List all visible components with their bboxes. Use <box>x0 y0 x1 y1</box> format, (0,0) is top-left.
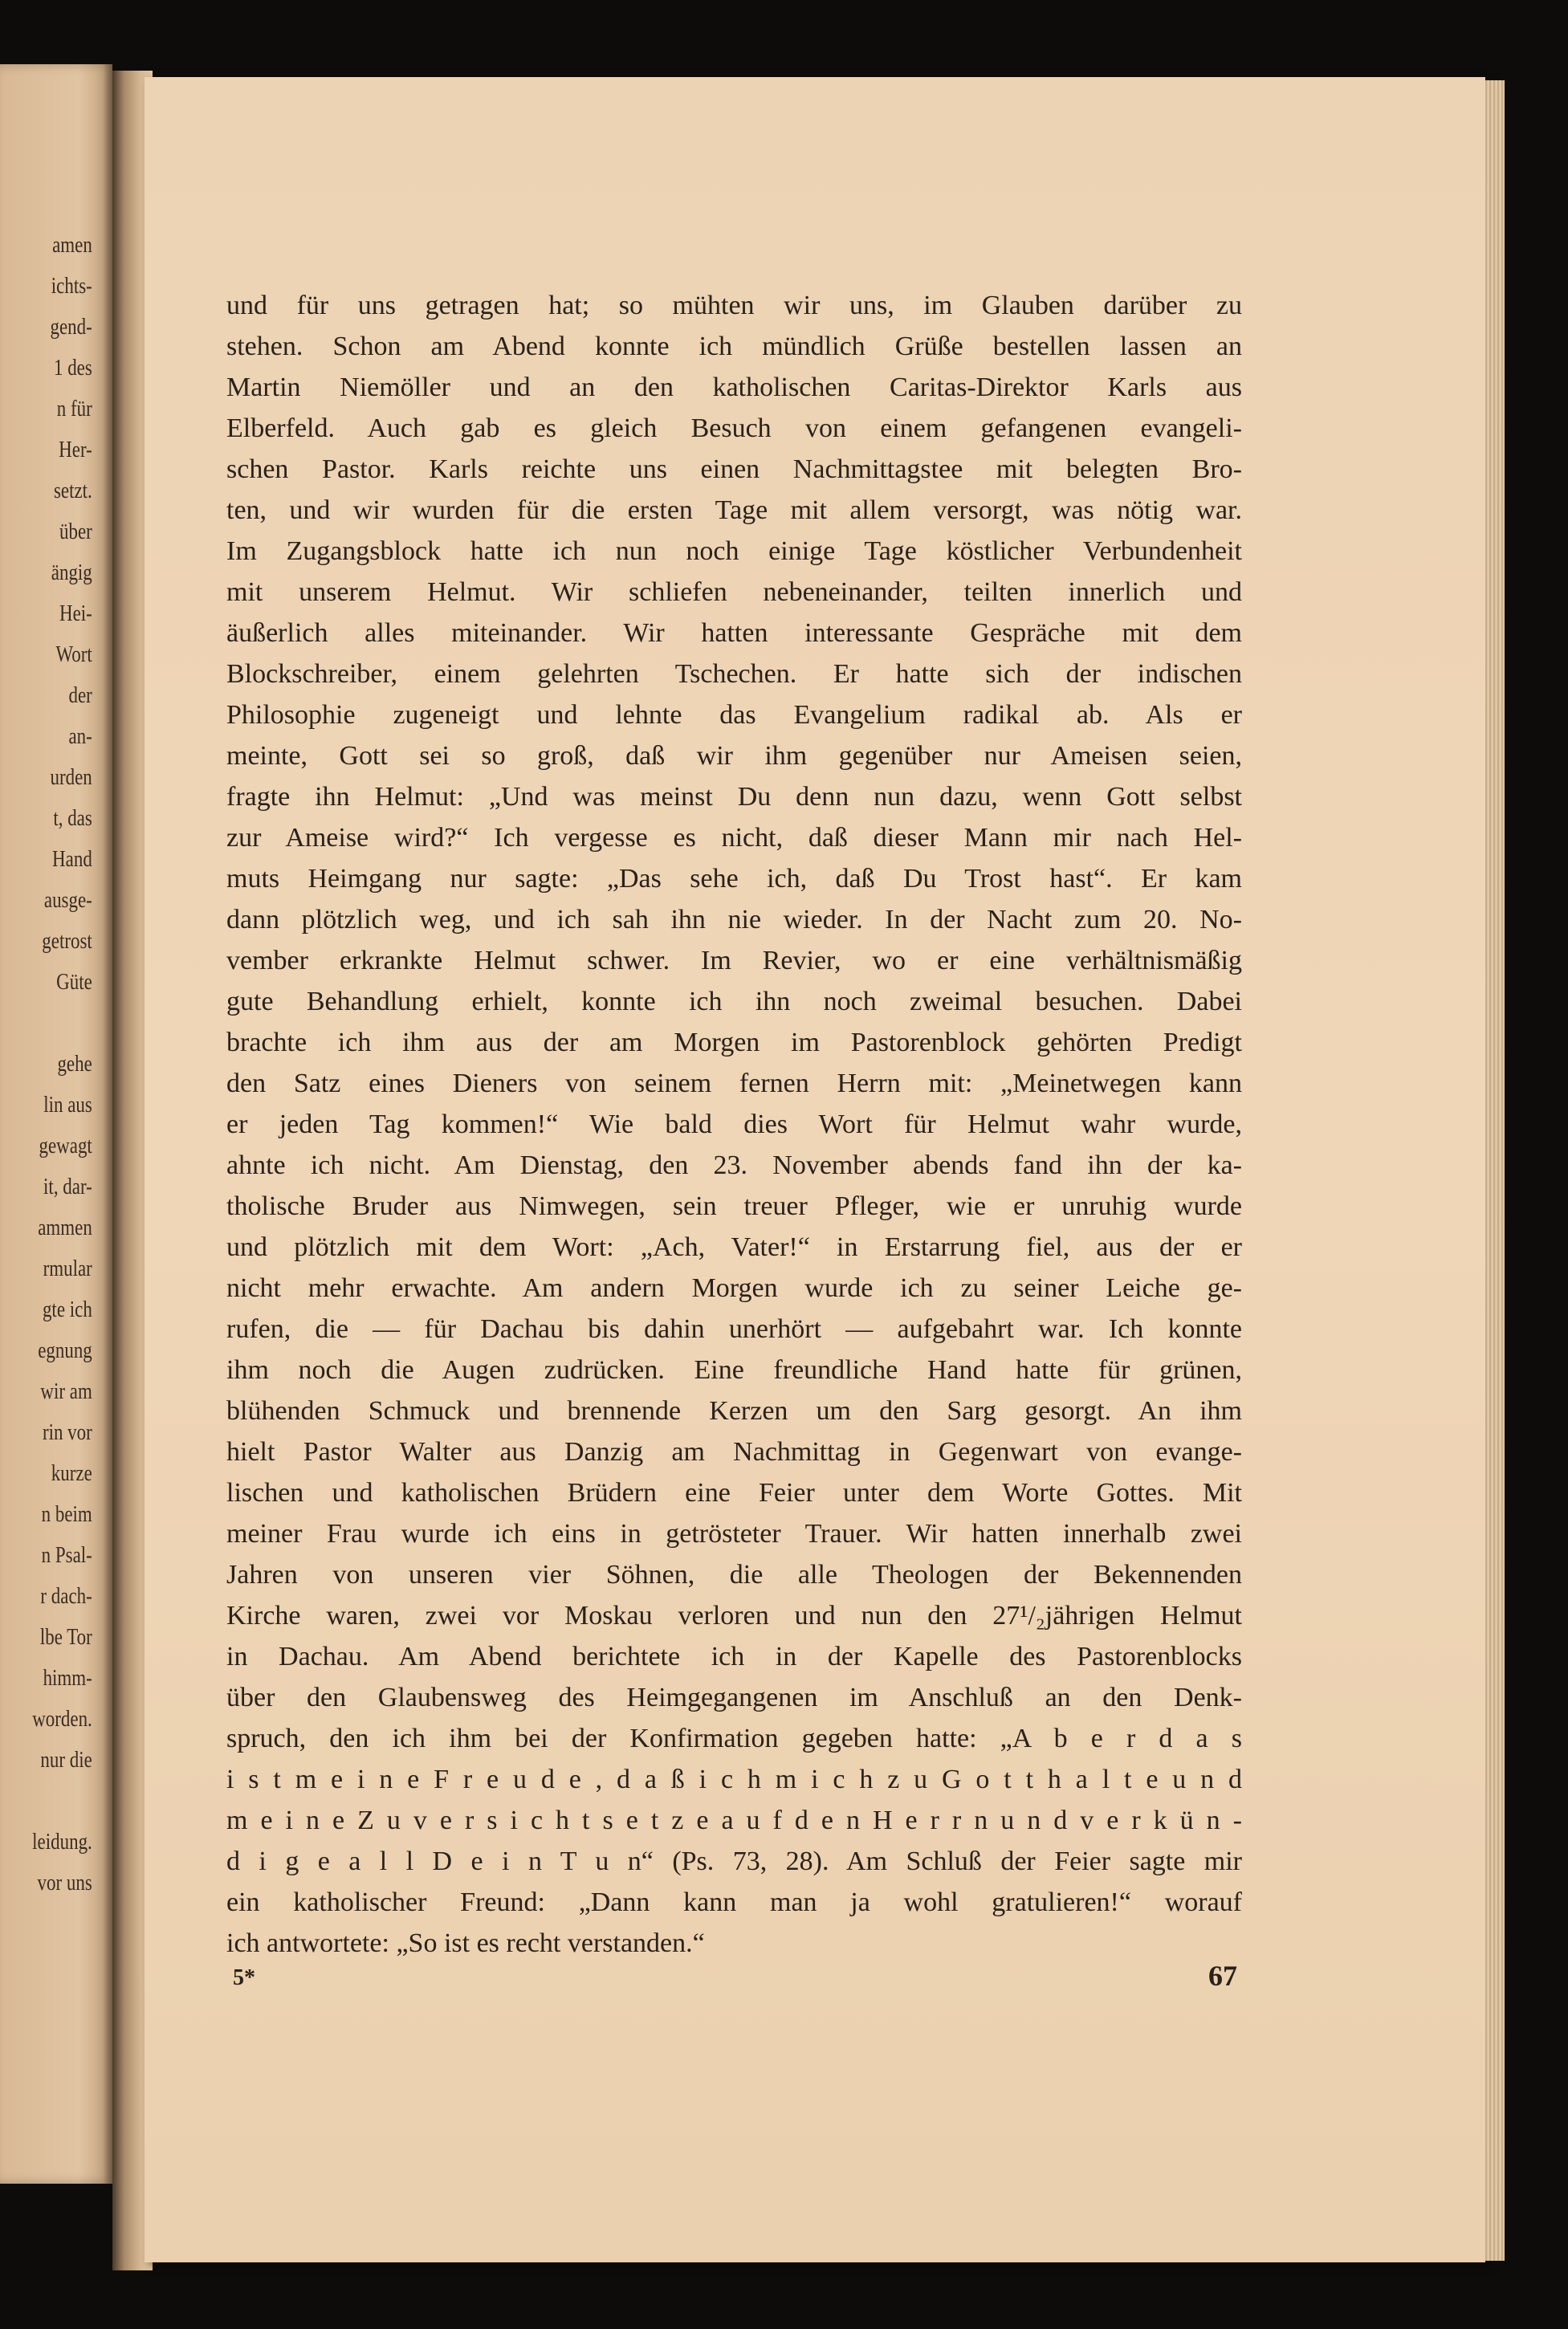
left-page-fragment: Her- <box>59 438 92 462</box>
text-line: spruch, den ich ihm bei der Konfirmation gegeben hatte: „A b e r d a s <box>226 1724 1242 1753</box>
text-line: brachte ich ihm aus der am Morgen im Pastorenblock gehörten Predigt <box>226 1028 1242 1057</box>
text-line: stehen. Schon am Abend konnte ich mündlich Grüße bestellen lassen an <box>226 332 1242 361</box>
text-line: meinte, Gott sei so groß, daß wir ihm gegenüber nur Ameisen seien, <box>226 741 1242 771</box>
left-page-fragment: wir am <box>40 1379 92 1404</box>
text-line: Jahren von unseren vier Söhnen, die alle Theologen der Bekennenden <box>226 1560 1242 1590</box>
left-page-fragment: Wort <box>55 642 92 667</box>
left-page-fragment: gte ich <box>42 1297 92 1322</box>
text-line: nicht mehr erwachte. Am andern Morgen wurde ich zu seiner Leiche ge- <box>226 1273 1242 1303</box>
left-page-fragment: rmular <box>43 1256 92 1281</box>
left-page-fragment: n beim <box>41 1502 92 1527</box>
text-line: ahnte ich nicht. Am Dienstag, den 23. November abends fand ihn der ka- <box>226 1150 1242 1180</box>
text-line: ich antwortete: „So ist es recht verstanden.“ <box>226 1928 705 1958</box>
text-line: mit unserem Helmut. Wir schliefen nebeneinander, teilten innerlich und <box>226 577 1242 607</box>
text-line: er jeden Tag kommen!“ Wie bald dies Wort für Helmut wahr wurde, <box>226 1110 1242 1139</box>
text-line: zur Ameise wird?“ Ich vergesse es nicht, daß dieser Mann mir nach Hel- <box>226 823 1242 853</box>
left-page-fragment: n Psal- <box>41 1543 92 1568</box>
left-page-fragment: gewagt <box>39 1134 92 1158</box>
text-line: hielt Pastor Walter aus Danzig am Nachmittag in Gegenwart von evange- <box>226 1437 1242 1467</box>
left-page-fragment: gend- <box>50 315 92 340</box>
left-page-fragment: Güte <box>56 970 92 995</box>
text-line: m e i n e Z u v e r s i c h t s e t z e a u f d e n H e r r n u n d v e r k ü n - <box>226 1806 1242 1835</box>
text-line: und plötzlich mit dem Wort: „Ach, Vater!“ in Erstarrung fiel, aus der er <box>226 1232 1242 1262</box>
text-line: und für uns getragen hat; so mühten wir uns, im Glauben darüber zu <box>226 291 1242 320</box>
text-line: über den Glaubensweg des Heimgegangenen im Anschluß an den Denk- <box>226 1683 1242 1712</box>
left-page-fragment: der <box>68 683 92 708</box>
text-line: tholische Bruder aus Nimwegen, sein treuer Pfleger, wie er unruhig wurde <box>226 1191 1242 1221</box>
left-page-fragment: himm- <box>43 1666 92 1691</box>
left-page-fragment: it, dar- <box>43 1175 92 1199</box>
left-page-fragment: amen <box>52 233 92 258</box>
left-page-fragment: ausge- <box>43 888 92 913</box>
text-line: lischen und katholischen Brüdern eine Feier unter dem Worte Gottes. Mit <box>226 1478 1242 1508</box>
text-line: in Dachau. Am Abend berichtete ich in der Kapelle des Pastorenblocks <box>226 1642 1242 1671</box>
text-line: vember erkrankte Helmut schwer. Im Revier, wo er eine verhältnismäßig <box>226 946 1242 975</box>
text-line: rufen, die — für Dachau bis dahin unerhört — aufgebahrt war. Ich konnte <box>226 1314 1242 1344</box>
left-page-fragment: n für <box>56 397 92 421</box>
text-line: ten, und wir wurden für die ersten Tage mit allem versorgt, was nötig war. <box>226 495 1242 525</box>
body-text <box>226 285 1242 1964</box>
left-page-fragment: über <box>59 519 92 544</box>
left-page-fragment: rin vor <box>42 1420 92 1445</box>
left-page-fragment: ammen <box>38 1215 92 1240</box>
text-line: fragte ihn Helmut: „Und was meinst Du denn nun dazu, wenn Gott selbst <box>226 782 1242 812</box>
page-number: 67 <box>1208 1960 1237 1992</box>
left-page-fragment: r dach- <box>40 1584 92 1609</box>
left-page-fragment: Hei- <box>59 601 92 626</box>
signature-mark: 5* <box>233 1965 255 1990</box>
left-page-fragment: gehe <box>57 1052 92 1077</box>
text-line: gute Behandlung erhielt, konnte ich ihn noch zweimal besuchen. Dabei <box>226 987 1242 1016</box>
left-page-fragment: urden <box>50 765 92 790</box>
left-page-fragment: egnung <box>38 1338 92 1363</box>
left-page-fragment: an- <box>68 724 92 749</box>
left-page-fragment: lbe Tor <box>39 1625 92 1650</box>
left-page-fragment: 1 des <box>53 356 92 381</box>
text-line: ein katholischer Freund: „Dann kann man ja wohl gratulieren!“ worauf <box>226 1887 1242 1917</box>
text-line: äußerlich alles miteinander. Wir hatten interessante Gespräche mit dem <box>226 618 1242 648</box>
left-page-fragment: lin aus <box>43 1093 92 1118</box>
left-page <box>0 64 112 2184</box>
text-line: muts Heimgang nur sagte: „Das sehe ich, daß Du Trost hast“. Er kam <box>226 864 1242 894</box>
text-line: den Satz eines Dieners von seinem fernen Herrn mit: „Meinetwegen kann <box>226 1069 1242 1098</box>
left-page-fragment: ängig <box>51 560 92 585</box>
text-line: i s t m e i n e F r e u d e , d a ß i c h m i c h z u G o t t h a l t e u n d <box>226 1765 1242 1794</box>
left-page-fragment: getrost <box>42 929 92 954</box>
left-page-fragment: setzt. <box>53 478 92 503</box>
text-line: Elberfeld. Auch gab es gleich Besuch von einem gefangenen evangeli- <box>226 413 1242 443</box>
left-page-fragment: Hand <box>52 847 92 872</box>
text-line: Martin Niemöller und an den katholischen Caritas-Direktor Karls aus <box>226 373 1242 402</box>
left-page-fragment: worden. <box>32 1707 92 1732</box>
text-line: blühenden Schmuck und brennende Kerzen um den Sarg gesorgt. An ihm <box>226 1396 1242 1426</box>
text-line: Blockschreiber, einem gelehrten Tschechen. Er hatte sich der indischen <box>226 659 1242 689</box>
text-line: d i g e a l l D e i n T u n“ (Ps. 73, 28). Am Schluß der Feier sagte mir <box>226 1847 1242 1876</box>
text-line: schen Pastor. Karls reichte uns einen Nachmittagstee mit belegten Bro- <box>226 454 1242 484</box>
text-line: dann plötzlich weg, und ich sah ihn nie wieder. In der Nacht zum 20. No- <box>226 905 1242 934</box>
left-page-fragment: t, das <box>53 806 92 831</box>
text-line: meiner Frau wurde ich eins in getrösteter Trauer. Wir hatten innerhalb zwei <box>226 1519 1242 1549</box>
left-page-fragment: ichts- <box>51 274 92 299</box>
left-page-fragment: vor uns <box>37 1871 92 1895</box>
text-line: Im Zugangsblock hatte ich nun noch einige Tage köstlicher Verbundenheit <box>226 536 1242 566</box>
left-page-fragment: kurze <box>51 1461 92 1486</box>
left-page-fragment: nur die <box>40 1748 92 1773</box>
text-line: ihm noch die Augen zudrücken. Eine freundliche Hand hatte für grünen, <box>226 1355 1242 1385</box>
text-line: Kirche waren, zwei vor Moskau verloren und nun den 27¹/₂jährigen Helmut <box>226 1601 1242 1631</box>
text-line: Philosophie zugeneigt und lehnte das Evangelium radikal ab. Als er <box>226 700 1242 730</box>
page-edge <box>1485 80 1505 2261</box>
left-page-fragment: leidung. <box>32 1830 92 1855</box>
